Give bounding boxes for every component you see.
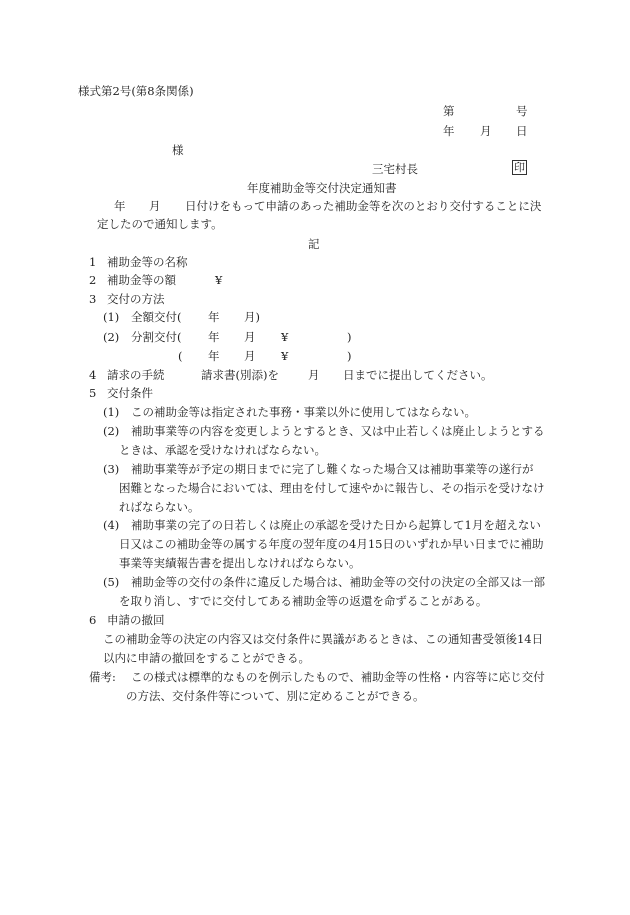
item1-number: 1 (89, 255, 97, 269)
item3-sub2-label: 分割交付( (131, 330, 182, 344)
item2-text: 補助金等の額 (107, 273, 176, 287)
item3-sub2-year: 年 (208, 330, 220, 344)
date-year: 年 (443, 124, 455, 138)
item3-sub2b-open: ( (178, 349, 183, 363)
item5-text: 交付条件 (107, 386, 153, 400)
item3-sub2b-month: 月 (244, 349, 256, 363)
item4-doc: 請求書(別添)を (201, 368, 279, 382)
item3-sub1-number: (1) (103, 310, 120, 324)
condition3-line2: 困難となった場合においては、理由を付して速やかに報告し、その指示を受けなけ (119, 481, 545, 495)
item6-line1: この補助金等の決定の内容又は交付条件に異議があるときは、この通知書受領後14日 (103, 632, 544, 646)
item6-line2: 以内に申請の撤回をすることができる。 (103, 651, 310, 665)
condition4-number: (4) (103, 518, 120, 532)
item3-sub2-yen: ¥ (281, 330, 289, 344)
ki-heading: 記 (308, 237, 320, 251)
condition2-line1: 補助事業等の内容を変更しようとするとき、又は中止若しくは廃止しようとする (131, 424, 545, 438)
condition2-line2: ときは、承認を受けなければならない。 (119, 443, 326, 457)
condition3-number: (3) (103, 462, 120, 476)
item3-sub1-year: 年 (208, 310, 220, 324)
intro-line1: 日付けをもって申請のあった補助金等を次のとおり交付することに決 (185, 199, 542, 213)
item1-text: 補助金等の名称 (107, 255, 188, 269)
condition3-line3: ればならない。 (119, 500, 200, 514)
item4-text: 請求の手続 (107, 368, 165, 382)
date-day: 日 (516, 124, 528, 138)
seal-mark (512, 160, 527, 175)
condition5-line1: 補助金等の交付の条件に違反した場合は、補助金等の交付の決定の全部又は一部 (131, 575, 545, 589)
addressee-suffix: 様 (172, 143, 184, 157)
number-suffix: 号 (516, 104, 528, 118)
seal-label: 印 (514, 161, 525, 174)
number-prefix: 第 (443, 104, 455, 118)
item3-sub2-number: (2) (103, 330, 120, 344)
note-line2: の方法、交付条件等について、別に定めることができる。 (126, 689, 425, 703)
item3-sub1-label: 全額交付( (131, 310, 182, 324)
item2-number: 2 (89, 273, 97, 287)
item3-sub1-month: 月) (244, 310, 260, 324)
intro-month: 月 (149, 199, 161, 213)
document-title: 年度補助金等交付決定通知書 (247, 181, 397, 195)
condition4-line2: 日又はこの補助金等の属する年度の翌年度の4月15日のいずれか早い日までに補助 (119, 537, 544, 551)
item6-text: 申請の撤回 (107, 613, 165, 627)
item3-text: 交付の方法 (107, 292, 165, 306)
item3-sub2b-yen: ¥ (281, 349, 289, 363)
note-line1: この様式は標準的なものを例示したもので、補助金等の性格・内容等に応じ交付 (131, 670, 545, 684)
condition1-line1: この補助金等は指定された事務・事業以外に使用してはならない。 (131, 405, 476, 419)
intro-line2: 定したので通知します。 (97, 217, 223, 231)
item4-month: 月 (308, 368, 320, 382)
item4-end: 日までに提出してください。 (343, 368, 493, 382)
condition2-number: (2) (103, 424, 120, 438)
item4-number: 4 (89, 368, 97, 382)
note-label: 備考: (89, 670, 116, 684)
item3-sub2b-year: 年 (208, 349, 220, 363)
condition5-line2: を取り消し、すでに交付してある補助金等の返還を命ずることがある。 (119, 594, 488, 608)
sender-name: 三宅村長 (372, 162, 418, 176)
item6-number: 6 (89, 613, 97, 627)
condition5-number: (5) (103, 575, 120, 589)
item3-number: 3 (89, 292, 97, 306)
condition4-line1: 補助事業の完了の日若しくは廃止の承認を受けた日から起算して1月を超えない (131, 518, 541, 532)
item2-yen: ¥ (215, 273, 223, 287)
item3-sub2-month: 月 (244, 330, 256, 344)
item5-number: 5 (89, 386, 97, 400)
form-label: 様式第2号(第8条関係) (78, 84, 194, 98)
item3-sub2-close: ) (347, 330, 352, 344)
condition1-number: (1) (103, 405, 120, 419)
item3-sub2b-close: ) (347, 349, 352, 363)
condition4-line3: 事業等実績報告書を提出しなければならない。 (119, 556, 361, 570)
intro-year: 年 (114, 199, 126, 213)
date-month: 月 (480, 124, 492, 138)
condition3-line1: 補助事業等が予定の期日までに完了し難くなった場合又は補助事業等の遂行が (131, 462, 534, 476)
